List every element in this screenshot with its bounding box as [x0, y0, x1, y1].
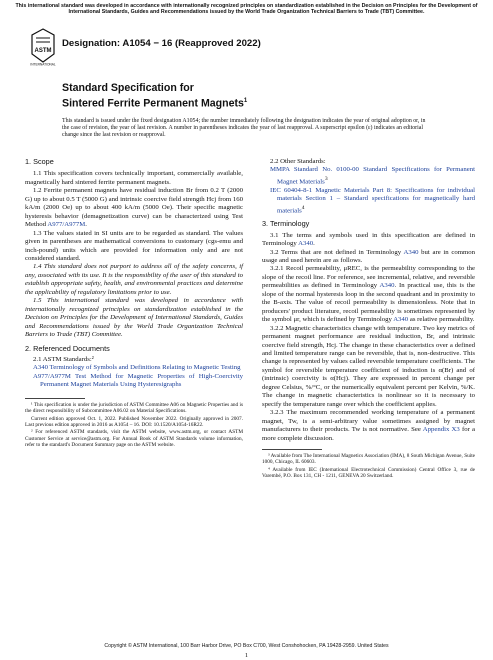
para-1-4: 1.4 This standard does not purport to address all of the safety concerns, if any, associated with its use. It is the responsibility of the user of this standard to establish appropriate safety, health, and environmental practices and determine the applicability of regulatory limitations prior to use.: [25, 263, 243, 296]
section-heading-terminology: 3. Terminology: [262, 219, 310, 229]
section-heading-referenced-documents: 2. Referenced Documents: [25, 343, 110, 353]
link-a340-3-2[interactable]: A340: [403, 248, 419, 256]
title-line-2: Sintered Ferrite Permanent Magnets$^1$: [62, 97, 248, 110]
para-1-1: 1.1 This specification covers technically important, commercially available, magnetically hard sintered ferrite permanent magnets.: [25, 170, 243, 186]
para-3-1: 3.1 The terms and symbols used in this specification are defined in Terminology A340.: [262, 231, 475, 248]
footnote-4: ⁴ Available from IEC (International Electrotechnical Commission) Central Office 3, rue de Varembé, P.O. Box 131, CH - 1211, GENEVA 20 Switzerland.: [262, 466, 475, 480]
reference-iec: IEC 60404-8-1 Magnetic Materials Part 8: Specifications for individual materials Section 1 – Standard specifications for magnetically hard materials$^4$: [270, 186, 475, 214]
designation: Designation: A1054 − 16 (Reapproved 2022): [62, 38, 261, 49]
section-heading-scope: 1. Scope: [25, 157, 54, 166]
reference-mmpa: MMPA Standard No. 0100-00 Standard Specifications for Permanent Magnet Materials$^3$: [270, 166, 475, 186]
page-number: 1: [244, 652, 249, 659]
para-3-2-2: 3.2.2 Magnetic characteristics change with temperature. Two key metrics of permanent magnet performance are residual induction, Br, and intrinsic coercive field strength, Hcj. The change in these characteristics over a defined and limited temperature range can be reversible, that is, non-destructive. This change is represented by values called reversible temperature coefficients. The symbol for reversible temperature coefficient of induction is α(Br) and of (intrinsic) coercivity is α(Hcj). They are expressed in percent change per degree Celsius, %/°C, or the numerically equivalent percent per Kelvin, %/K. The change in magnetic characteristics is nonlinear so it is necessary to specify the temperature range over which the coefficient applies.: [262, 324, 475, 408]
left-column: [25, 158, 243, 450]
right-footnotes: [262, 453, 475, 480]
para-1-3: 1.3 The values stated in SI units are to be regarded as standard. The values given in parentheses are mathematical conversions to customary (cgs-emu and inch-pound) units which are provided for information only and are not considered standard.: [25, 229, 243, 262]
para-1-5: 1.5 This international standard was developed in accordance with internationally recognized principles on standardization established in the Decision on Principles for the Development of International Standards, Guides and Recommendations issued by the World Trade Organization Technical Barriers to Trade (TBT) Committee.: [25, 297, 243, 339]
astm-logo: [30, 28, 56, 66]
link-a340-3-2-1b[interactable]: A340: [393, 316, 409, 324]
para-2-1: 2.1 ASTM Standards:²: [33, 355, 94, 363]
link-a977[interactable]: A977/A977M: [47, 221, 86, 229]
para-1-2: 1.2 Ferrite permanent magnets have residual induction Br from 0.2 T (2000 G) up to about 0.5 T (5000 G) and intrinsic coercive field strength Hcj from 160 kA/m (2000 Oe) up to about 400 kA/m (5000 Oe). Their specific magnetic hysteresis behavior (demagnetization curve) can be characterized using Test Method A977/A977M.: [25, 187, 243, 229]
svg-text:ASTM: ASTM: [34, 48, 52, 54]
title-footnote-mark: 1: [243, 97, 248, 104]
right-column: [262, 158, 475, 481]
footnote-rule-right: [262, 449, 322, 450]
footnote-3: ³ Available from The International Magnetics Association (IMA), 8 South Michigan Avenue, Suite 1000, Chicago, IL 60603.: [262, 453, 475, 466]
link-mmpa[interactable]: MMPA Standard No. 0100-00 Standard Specifications for Permanent Magnet Materials: [270, 166, 475, 186]
link-iec[interactable]: IEC 60404-8-1 Magnetic Materials Part 8: Specifications for individual materials Section 1 – Standard specifications for magnetically hard materials: [270, 186, 475, 214]
footnote-1b: Current edition approved Oct. 1, 2022. Published November 2022. Originally approved in 2007. Last previous edition approved in 2016 as A1054 – 16. DOI: 10.1520/A1054-16R22.: [25, 415, 243, 428]
logo-text: INTERNATIONAL: [30, 62, 56, 66]
para-3-2-3: 3.2.3 The maximum recommended working temperature of a permanent magnet, Tw, is a semi-arbitrary value sometimes assigned by magnet manufacturers to their products. Tw is not normative. See Appendix X3 for a more complete discussion.: [262, 409, 476, 442]
reference-a977: A977/A977M Test Method for Magnetic Properties of High-Coercivity Permanent Magnet Materials Using Hysteresigraphs: [33, 372, 243, 389]
link-appendix-x3[interactable]: Appendix X3: [422, 426, 460, 434]
footnote-1: ¹ This specification is under the jurisdiction of ASTM Committee A06 on Magnetic Properties and is the direct responsibility of Subcommittee A06.02 on Material Specifications.: [25, 401, 243, 415]
para-2-2: 2.2 Other Standards:: [270, 158, 326, 165]
link-a340-3-1[interactable]: A340: [298, 240, 314, 248]
link-a340-3-2-1[interactable]: A340: [379, 282, 395, 290]
copyright-footer: Copyright © ASTM International, 100 Barr Harbor Drive, PO Box C700, West Conshohocken, PA 19428-2959. United States: [104, 643, 389, 649]
tbt-notice: This international standard was developed in accordance with internationally recognized principles on standardization established in the Decision on Principles for the Development of International Standards, Guides and Recommendations issued by the World Trade Organization Technical Barriers to Trade (TBT) Committee.: [15, 3, 478, 16]
left-footnotes: [25, 402, 243, 449]
link-a977-ref[interactable]: A977/A977M: [33, 372, 71, 380]
issuance-note: This standard is issued under the fixed designation A1054; the number immediately following the designation indicates the year of original adoption or, in the case of revision, the year of last revision. A number in parentheses indicates the year of last reapproval. A superscript epsilon (ε) indicates an editorial change since the last revision or reapproval.: [62, 118, 426, 139]
title-line-1: Standard Specification for: [62, 82, 194, 94]
para-3-2: 3.2 Terms that are not defined in Terminology A340 but are in common usage and used herein are as follows.: [262, 248, 475, 265]
footnote-rule: [25, 398, 85, 399]
para-3-2-1: 3.2.1 Recoil permeability, μREC, is the permeability corresponding to the slope of the recoil line. For reference, see incremental, relative, and reversible permeabilities as defined in Terminology A340. In practical use, this is the slope of the normal hysteresis loop in the second quadrant and in proximity to the B-axis. The value of recoil permeability is dimensionless. Note that in producers' product literature, recoil permeability is sometimes represented by the symbol μr, which is defined by Terminology A340 as relative permeability.: [262, 265, 475, 324]
link-a340[interactable]: A340: [33, 364, 48, 372]
document-title: [62, 82, 247, 110]
footnote-2: ² For referenced ASTM standards, visit the ASTM website, www.astm.org, or contact ASTM Customer Service at service@astm.org. For Annual Book of ASTM Standards volume information, refer to the standard's Document Summary page on the ASTM website.: [25, 429, 243, 449]
reference-a340: A340 Terminology of Symbols and Definitions Relating to Magnetic Testing: [33, 364, 241, 372]
